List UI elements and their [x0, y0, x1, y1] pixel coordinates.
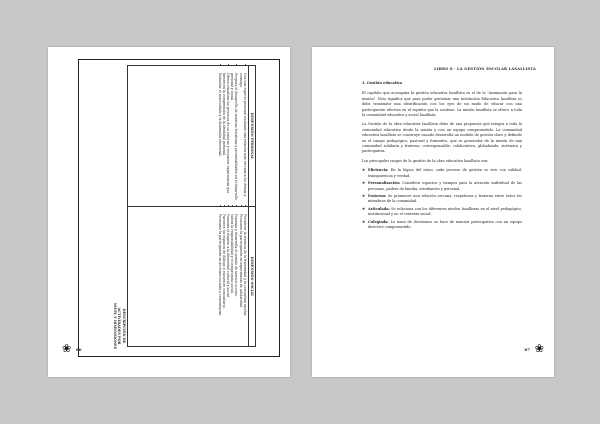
- section-title: 3. Gestión educativa: [362, 81, 402, 85]
- list-term: Fraterna:: [368, 193, 387, 198]
- paragraph: La Gestión de la obra educativa lasallista debe de una propuesta que integra a toda la comunidad educativa desde la misión y con un equipo comprometido. La comunidad educativa lasallista se construye cuando desarrolla un modelo de gestión claro y definido en el campo pedagógico, pastoral y formativo, que es generador de la misión de una comunidad solidaria y fraterna, corresponsable, colaborativa, globalizada, sistémica y participativa.: [362, 122, 522, 154]
- rotated-table-block: [127, 65, 256, 347]
- right-page: [312, 47, 554, 377]
- list-intro: Los principales rasgos de la gestión de la obra educativa lasallista son:: [362, 158, 489, 163]
- col2-item: • Favorece los espacios de diálogo y encuentro comunitario.: [222, 214, 226, 344]
- paragraph: El capítulo que acompaña la gestión educativa lasallista es el de la "Animación para la misión". Esto significa que para poder gestionar una institución Educativa lasallista es debe transmitir una identificación con los ejes de un modo de educar con una participación efectiva en el espíritu que la sostiene. La misión lasallista se ofrece a toda la comunidad educativa y social lasallista.: [362, 91, 522, 118]
- running-header: LIBRO 8 · LA GESTIÓN ESCOLAR LASALLISTA: [434, 67, 536, 71]
- ornament-icon: ❀: [534, 342, 544, 355]
- list-text: Se relaciona con los diferentes niveles lasallistas en el nivel pedagógico, institucional y en el contexto social.: [368, 206, 522, 217]
- side-title-block: [112, 302, 126, 350]
- col2-item: • Fortalecer la vivencia de la fraternidad y la comunidad escolar.: [243, 214, 247, 344]
- col1-item: • Ofrece visualizar los procesos de su entorno y reconocer experiencias que favorecen la comprensión de la identidad personal.: [222, 73, 230, 204]
- list-item: [362, 220, 522, 231]
- ornament-icon: ❀: [62, 342, 72, 355]
- col2-header: DIMENSIÓN SOCIAL: [248, 207, 255, 347]
- col1-item: • Propicia el desarrollo de nuestras fortalezas y potencialidades en el desarrollo personal y social.: [230, 73, 238, 204]
- list-term: Eficiencia:: [368, 168, 389, 173]
- traits-list: [362, 168, 522, 230]
- left-page: [48, 47, 290, 377]
- list-text: En la lógica del reino, cada proceso de gestión se vive con calidad, transparencia y verdad.: [368, 168, 522, 178]
- list-term: Personalización:: [368, 181, 401, 186]
- page-number: 86: [76, 347, 82, 352]
- col2-item: • Promueve la participación en acciones sociales y comunitarias.: [217, 214, 221, 344]
- col1-cell: [127, 66, 248, 207]
- col1-item: • Estimular el autocuidado y la dimensión emocional.: [217, 73, 221, 204]
- col2-cell: [127, 207, 248, 347]
- col2-item: • Fomenta y desarrolla el sentido de servicio a otros.: [234, 214, 238, 344]
- list-text: La toma de decisiones se hace de manera participativa con un equipo directivo comprometido.: [368, 219, 522, 229]
- col2-item: • Valora la responsabilidad y el compromiso social.: [230, 214, 234, 344]
- list-text: Se promueve una relación cercana, respetuosa y fraterna entre todos los miembros de la comunidad.: [368, 193, 522, 204]
- col2-item: • Fomenta el respeto a la diversidad cultural y social.: [226, 214, 230, 344]
- side-title: DESCRIPCIÓN DE ACTIVIDADES POR NIVEL Y DIMENSIONES: [112, 302, 126, 350]
- page-number: 87: [524, 347, 530, 352]
- col1-item: • Con una espíritu personal mediante una relación más cercana a los demás y conmigo.: [238, 73, 246, 204]
- list-item: [362, 168, 522, 179]
- list-text: Considera espacios y tiempos para la atención individual de las personas, padres de familia, estudiantes y personal.: [368, 181, 522, 191]
- dimensions-table: [127, 65, 256, 347]
- list-item: [362, 181, 522, 192]
- list-term: Articulada:: [368, 206, 390, 211]
- col1-header: DIMENSIÓN PERSONAL: [248, 66, 255, 207]
- list-item: [362, 194, 522, 205]
- list-item: [362, 207, 522, 218]
- body-text: [362, 81, 522, 232]
- col2-item: • Promueve la participación en experiencias de solidaridad.: [238, 214, 242, 344]
- list-term: Colegiada:: [368, 219, 389, 224]
